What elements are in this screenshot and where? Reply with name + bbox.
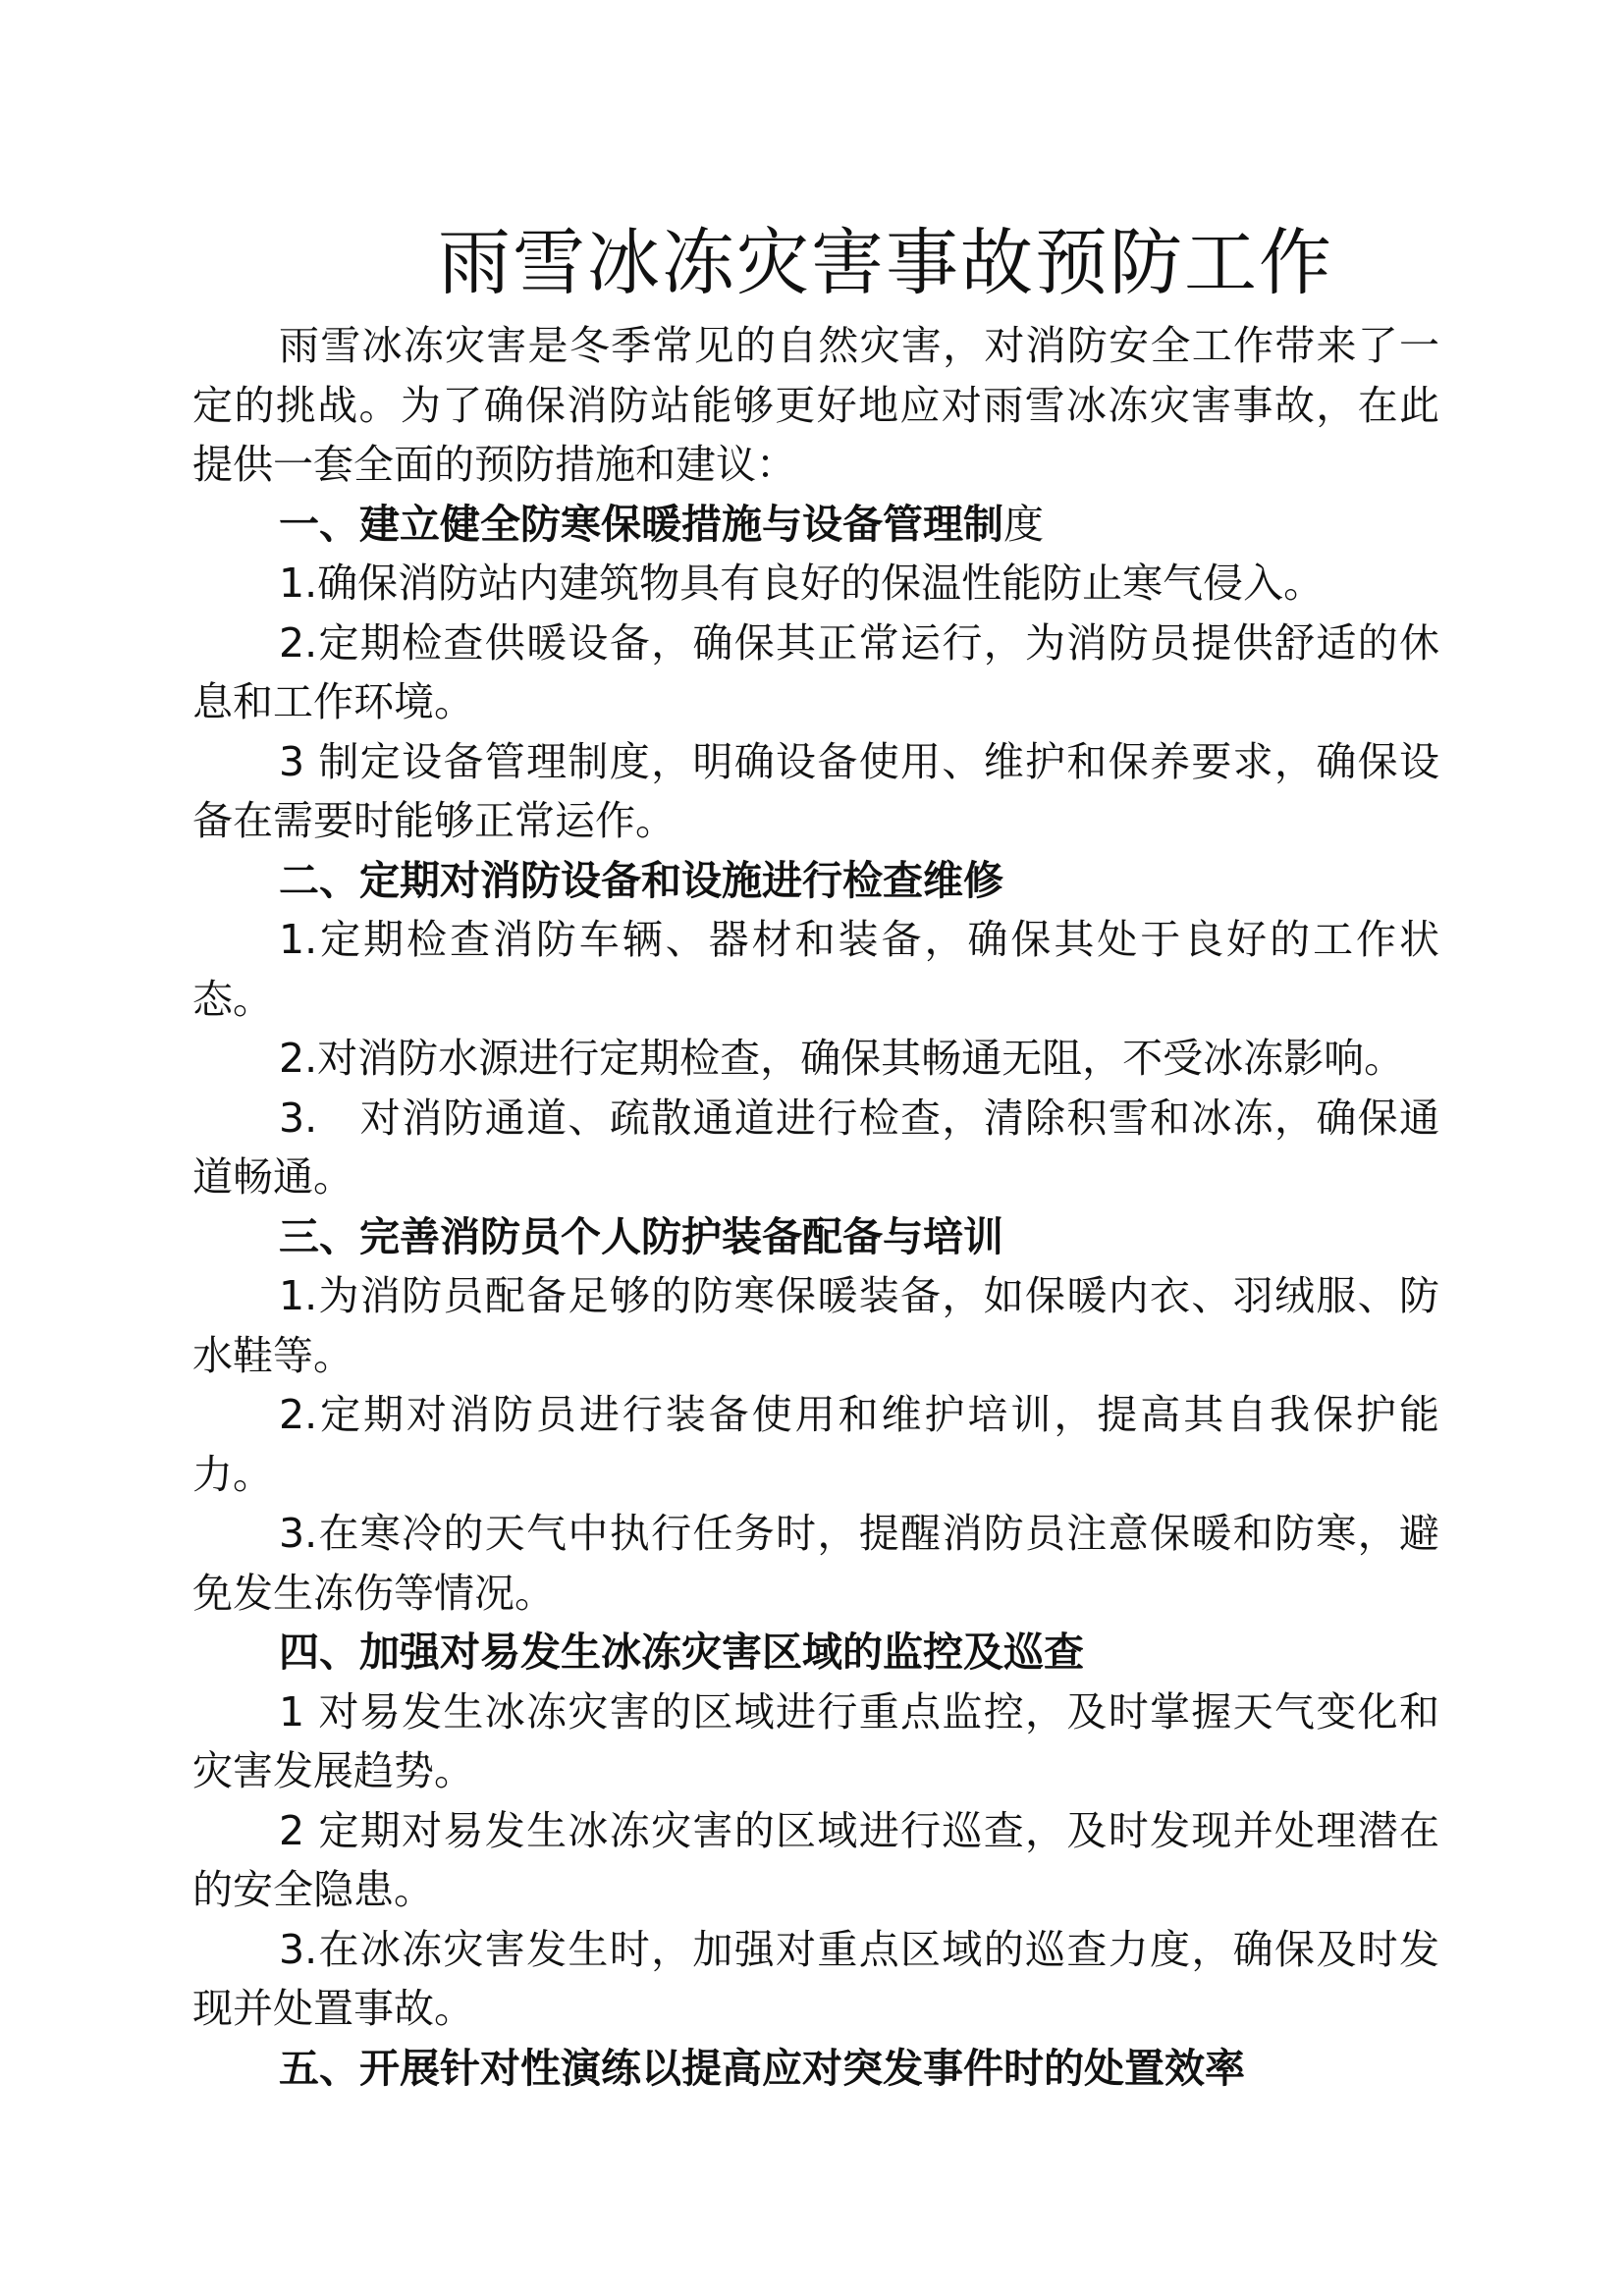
section-heading: 二、定期对消防设备和设施进行检查维修 xyxy=(279,856,1003,904)
list-item: 3.在寒冷的天气中执行任务时，提醒消防员注意保暖和防寒，避免发生冻伤等情况。 xyxy=(192,1510,1439,1617)
section-5 xyxy=(192,2039,1439,2099)
section-heading-tail: 度 xyxy=(1003,500,1044,548)
section-heading: 三、完善消防员个人防护装备配备与培训 xyxy=(279,1212,1003,1260)
section-heading: 五、开展针对性演练以提高应对突发事件时的处置效率 xyxy=(279,2044,1245,2092)
list-item: 1.确保消防站内建筑物具有良好的保温性能防止寒气侵入。 xyxy=(279,560,1325,607)
list-item: 1.定期检查消防车辆、器材和装备，确保其处于良好的工作状态。 xyxy=(192,916,1439,1023)
list-item: 3. 对消防通道、疏散通道进行检查，清除积雪和冰冻，确保通道畅通。 xyxy=(192,1094,1439,1201)
list-item: 2.定期对消防员进行装备使用和维护培训，提高其自我保护能力。 xyxy=(192,1391,1439,1498)
list-item: 3 制定设备管理制度，明确设备使用、维护和保养要求，确保设备在需要时能够正常运作。 xyxy=(192,737,1439,844)
section-2 xyxy=(192,851,1439,1207)
list-item: 3.在冰冻灾害发生时，加强对重点区域的巡查力度，确保及时发现并处置事故。 xyxy=(192,1925,1439,2032)
list-item: 2 定期对易发生冰冻灾害的区域进行巡查，及时发现并处理潜在的安全隐患。 xyxy=(192,1806,1439,1913)
list-item: 2.定期检查供暖设备，确保其正常运行，为消防员提供舒适的休息和工作环境。 xyxy=(192,618,1439,725)
section-3 xyxy=(192,1207,1439,1624)
list-item: 2.对消防水源进行定期检查，确保其畅通无阻，不受冰冻影响。 xyxy=(279,1035,1405,1082)
section-1 xyxy=(192,495,1439,851)
section-heading-text: 一、建立健全防寒保暖措施与设备管理制 xyxy=(279,500,1003,548)
intro-paragraph: 雨雪冰冻灾害是冬季常见的自然灾害，对消防安全工作带来了一定的挑战。为了确保消防站能够更好地应对雨雪冰冻灾害事故，在此提供一套全面的预防措施和建议： xyxy=(192,322,1439,488)
document-body xyxy=(192,316,1439,2098)
section-heading: 四、加强对易发生冰冻灾害区域的监控及巡查 xyxy=(279,1629,1084,1676)
list-item: 1 对易发生冰冻灾害的区域进行重点监控，及时掌握天气变化和灾害发展趋势。 xyxy=(192,1687,1439,1794)
section-4 xyxy=(192,1623,1439,2039)
document-title: 雨雪冰冻灾害事故预防工作 xyxy=(438,221,1333,305)
list-item: 1.为消防员配备足够的防寒保暖装备，如保暖内衣、羽绒服、防水鞋等。 xyxy=(192,1272,1439,1379)
section-heading xyxy=(192,495,1439,555)
